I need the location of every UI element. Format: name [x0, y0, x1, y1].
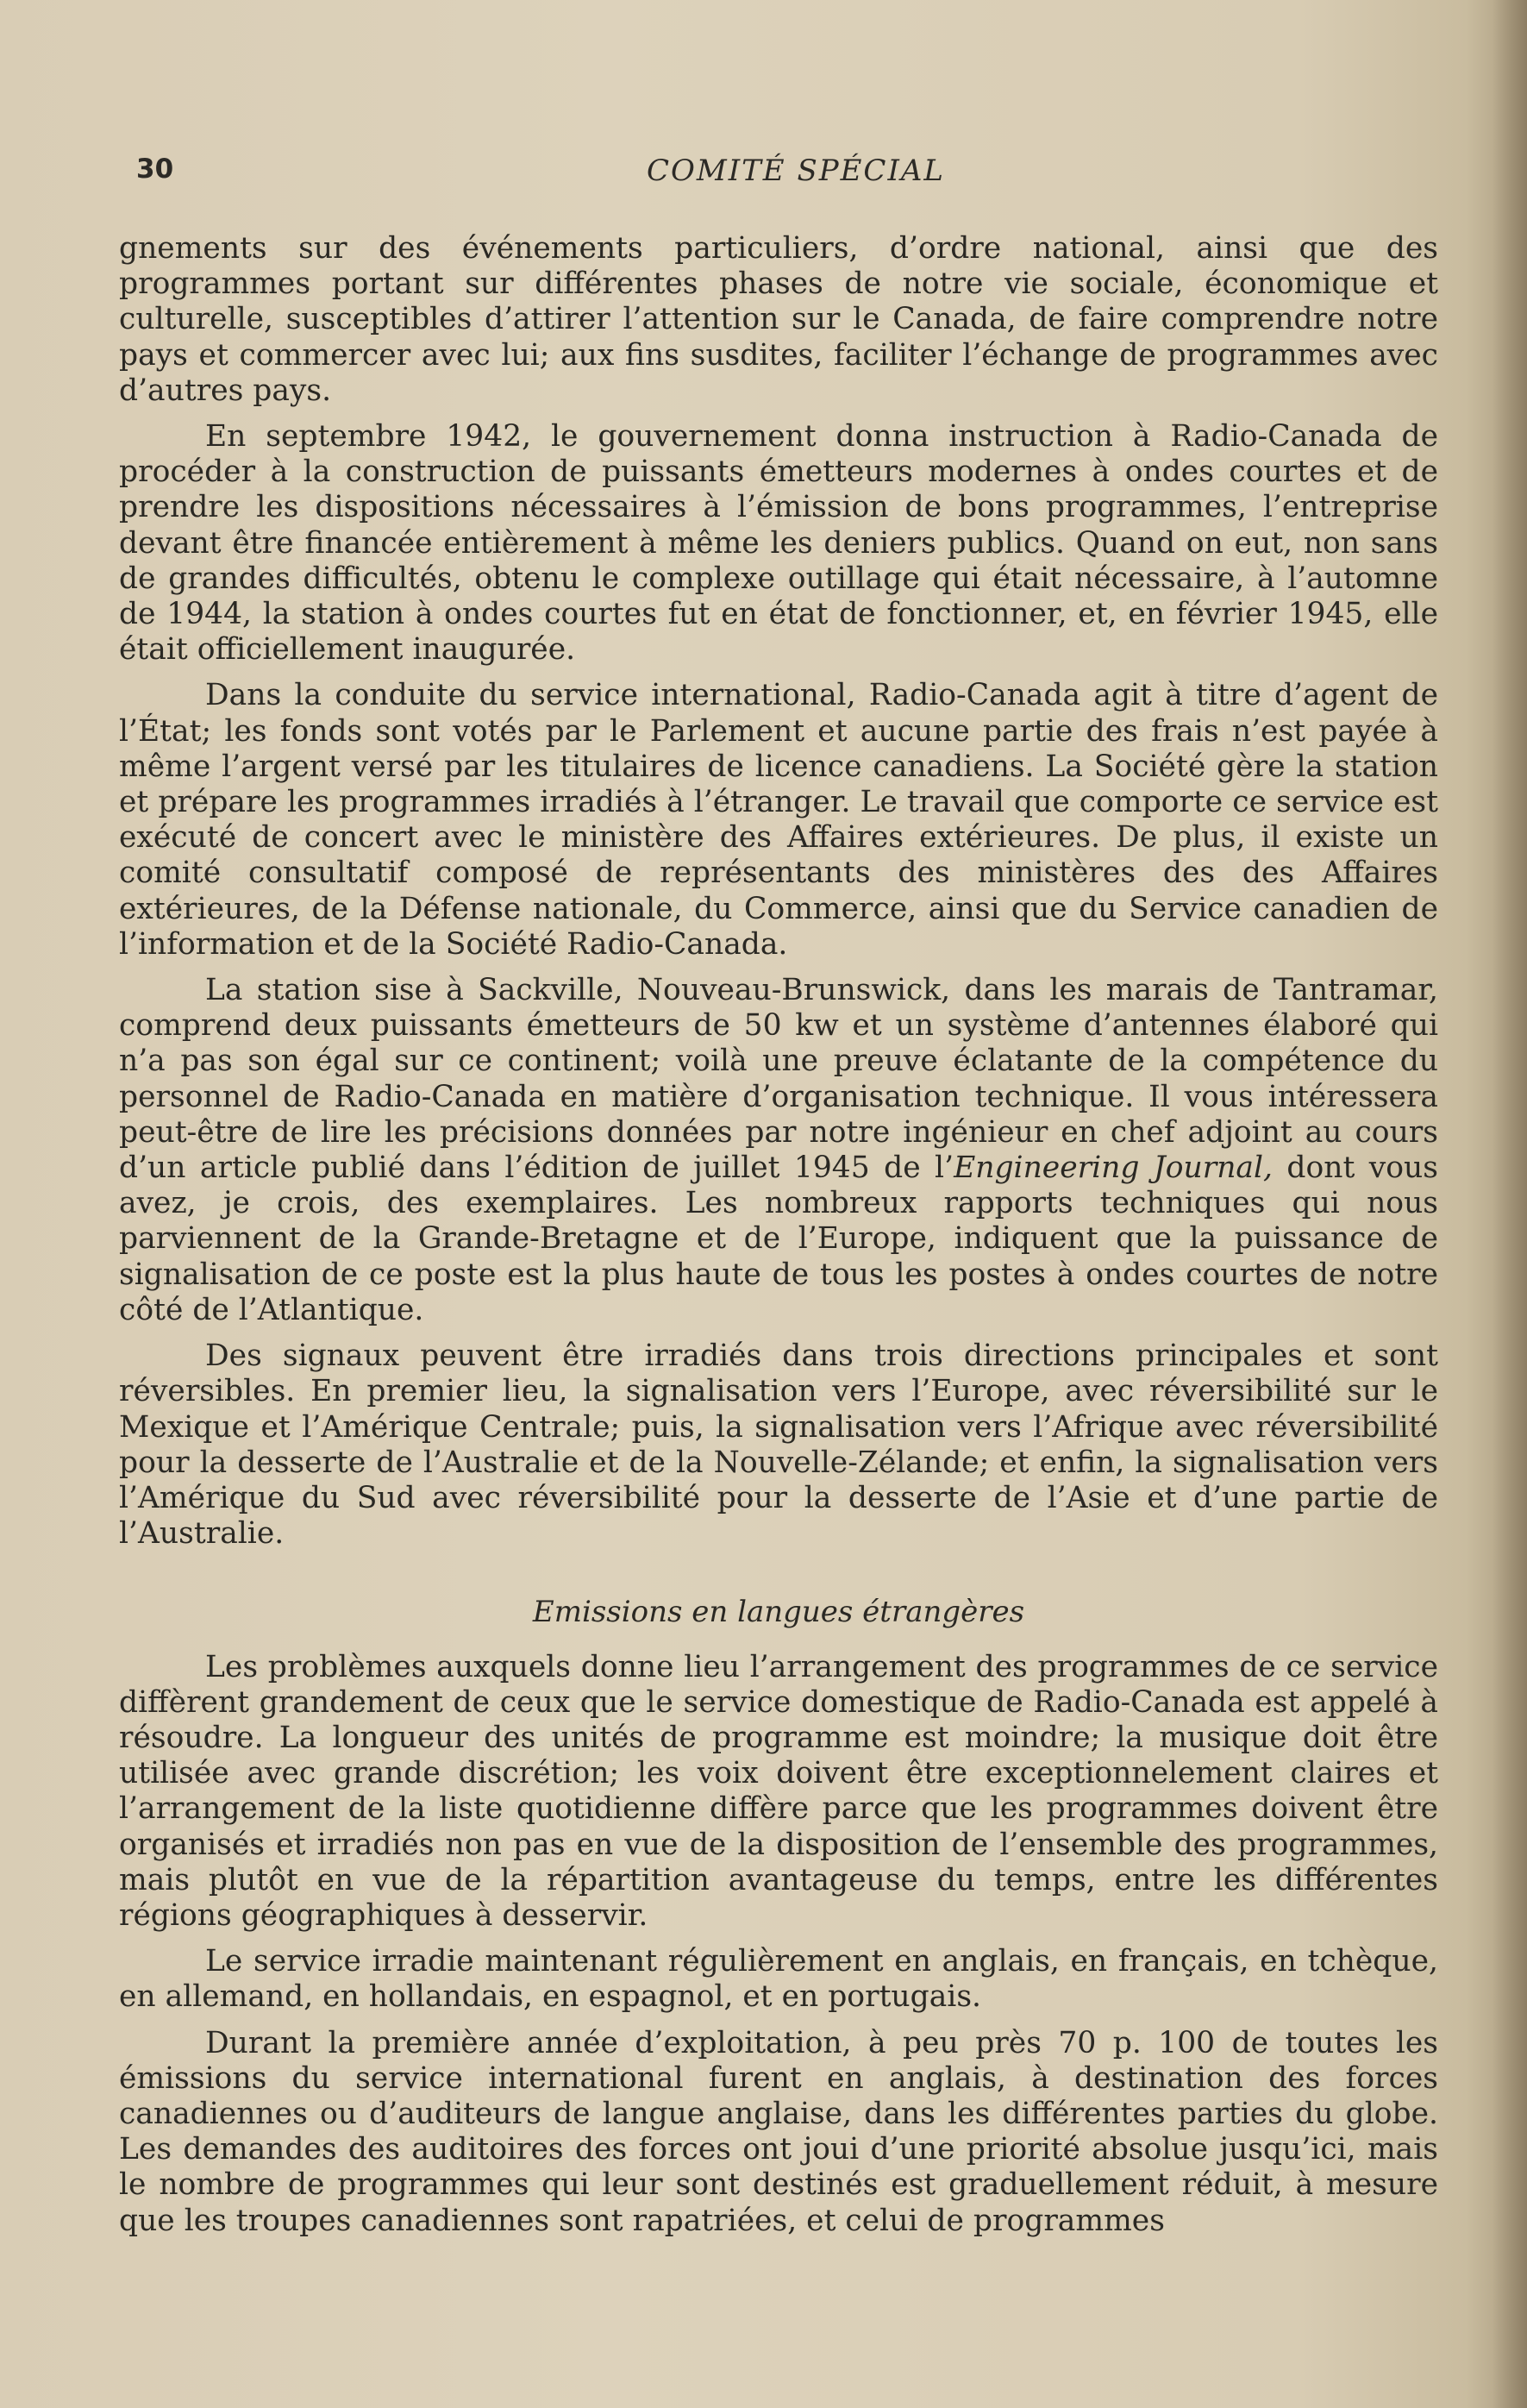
- page-number: 30: [136, 154, 174, 185]
- running-title: COMITÉ SPÉCIAL: [647, 154, 946, 188]
- paragraph: Les problèmes auxquels donne lieu l’arrangement des programmes de ce service diffèrent grandement de ceux que le service domestique de Radio-Canada est appelé à résoudre. La longueur des unités de programme est moindre; la musique doit être utilisée avec grande discrétion; les voix doivent être exceptionnelement claires et l’arrangement de la liste quotidienne diffère parce que les programmes doivent être organisés et irradiés non pas en vue de la disposition de l’ensemble des programmes, mais plutôt en vue de la répartition avantageuse du temps, entre les différentes régions géographiques à desservir.: [119, 1649, 1438, 1933]
- section-heading: Emissions en langues étrangères: [532, 1595, 1025, 1630]
- journal-title: Engineering Journal,: [954, 1151, 1273, 1186]
- paragraph: gnements sur des événements particuliers, d’ordre national, ainsi que des programmes portant sur différentes phases de notre vie sociale, économique et culturelle, susceptibles d’attirer l’attention sur le Canada, de faire comprendre notre pays et commercer avec lui; aux fins susdites, faciliter l’échange de programmes avec d’autres pays.: [119, 231, 1438, 408]
- paragraph: Durant la première année d’exploitation, à peu près 70 p. 100 de toutes les émissions du service international furent en anglais, à destination des forces canadiennes ou d’auditeurs de langue anglaise, dans les différentes parties du globe. Les demandes des auditoires des forces ont joui d’une priorité absolue jusqu’ici, mais le nombre de programmes qui leur sont destinés est graduellement réduit, à mesure que les troupes canadiennes sont rapatriées, et celui de programmes: [119, 2025, 1438, 2238]
- page-edge-shadow: [1493, 0, 1527, 2408]
- paragraph-text: dont vous avez, je crois, des exemplaires. Les nombreux rapports techniques qui nous parviennent de la Grande-Bretagne et de l’Europe, indiquent que la puissance de signalisation de ce poste est la plus haute de tous les postes à ondes courtes de notre côté de l’Atlantique.: [119, 1151, 1438, 1327]
- paragraph: En septembre 1942, le gouvernement donna instruction à Radio-Canada de procéder à la construction de puissants émetteurs modernes à ondes courtes et de prendre les dispositions nécessaires à l’émission de bons programmes, l’entreprise devant être financée entièrement à même les deniers publics. Quand on eut, non sans de grandes difficultés, obtenu le complexe outillage qui était nécessaire, à l’automne de 1944, la station à ondes courtes fut en état de fonctionner, et, en février 1945, elle était officiellement inaugurée.: [119, 419, 1438, 668]
- page-header: [129, 154, 1440, 197]
- paragraph: Le service irradie maintenant régulièrement en anglais, en français, en tchèque, en allemand, en hollandais, en espagnol, et en portugais.: [119, 1944, 1438, 2015]
- paragraph: Dans la conduite du service international, Radio-Canada agit à titre d’agent de l’État; les fonds sont votés par le Parlement et aucune partie des frais n’est payée à même l’argent versé par les titulaires de licence canadiens. La Société gère la station et prépare les programmes irradiés à l’étranger. Le travail que comporte ce service est exécuté de concert avec le ministère des Affaires extérieures. De plus, il existe un comité consultatif composé de représentants des ministères des des Affaires extérieures, de la Défense nationale, du Commerce, ainsi que du Service canadien de l’information et de la Société Radio-Canada.: [119, 678, 1438, 962]
- paragraph: [119, 973, 1438, 1328]
- paragraph: Des signaux peuvent être irradiés dans trois directions principales et sont réversibles. En premier lieu, la signalisation vers l’Europe, avec réversibilité sur le Mexique et l’Amérique Centrale; puis, la signalisation vers l’Afrique avec réversibilité pour la desserte de l’Australie et de la Nouvelle-Zélande; et enfin, la signalisation vers l’Amérique du Sud avec réversibilité pour la desserte de l’Asie et d’une partie de l’Australie.: [119, 1339, 1438, 1552]
- paragraph-text: La station sise à Sackville, Nouveau-Brunswick, dans les marais de Tantramar, comprend deux puissants émetteurs de 50 kw et un système d’antennes élaboré qui n’a pas son égal sur ce continent; voilà une preuve éclatante de la compétence du personnel de Radio-Canada en matière d’organisation technique. Il vous intéressera peut-être de lire les précisions données par notre ingénieur en chef adjoint au cours d’un article publié dans l’édition de juillet 1945 de l’: [119, 973, 1438, 1186]
- body-text: [119, 231, 1438, 2249]
